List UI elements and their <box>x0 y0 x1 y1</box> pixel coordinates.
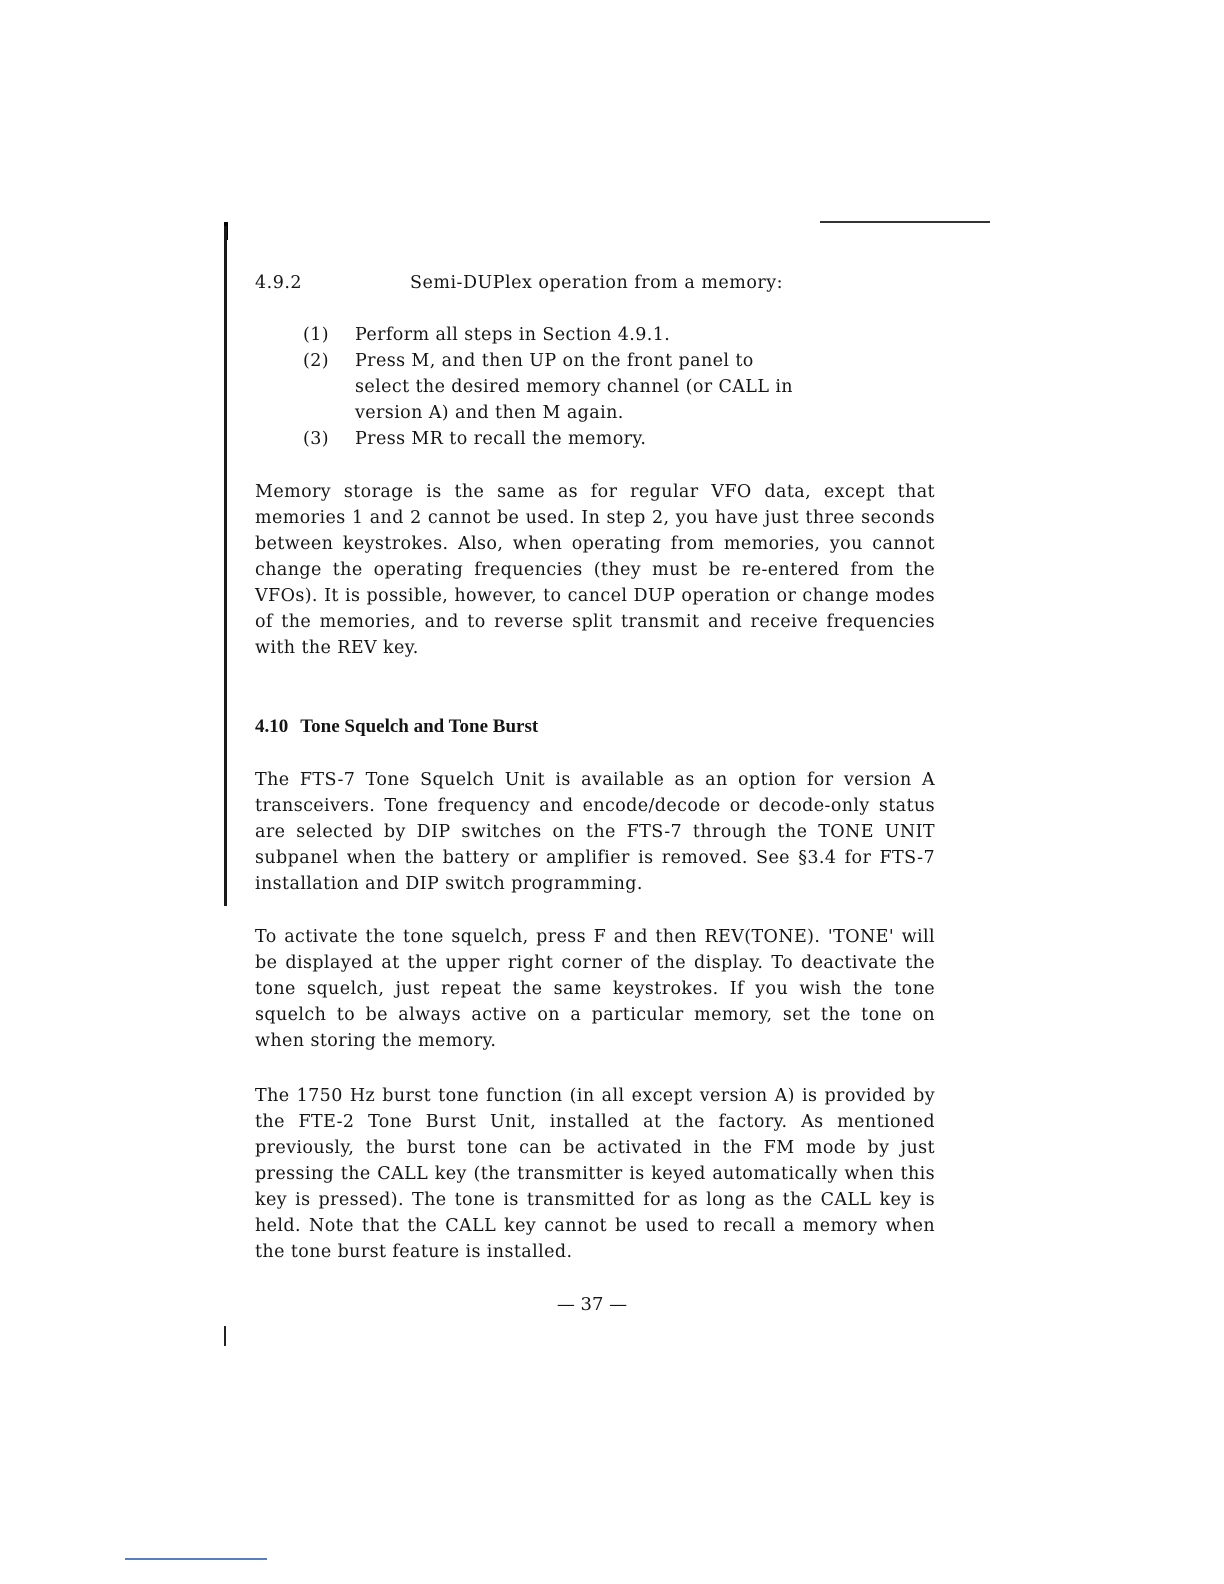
step-number: (1) <box>303 325 329 345</box>
scan-margin-tick <box>224 1326 226 1346</box>
list-item <box>303 426 863 452</box>
step-text: Perform all steps in Section 4.9.1. <box>355 325 671 345</box>
step-number: (3) <box>303 429 329 449</box>
step-number: (2) <box>303 351 329 371</box>
steps-list <box>303 322 863 452</box>
step-text: Press MR to recall the memory. <box>355 429 647 449</box>
section-number: 4.9.2 <box>255 273 303 293</box>
activate-tone-squelch-paragraph: To activate the tone squelch, press F and then REV(TONE). 'TONE' will be displayed at the upper right corner of the display. To deactivate the tone squelch, just repeat the same keystrokes. If you wish the tone squelch to be always active on a particular memory, set the tone on when storing the memory. <box>255 927 935 1051</box>
tone-squelch-unit-paragraph: The FTS-7 Tone Squelch Unit is available as an option for version A transceivers. Tone frequency and encode/decode or decode-only status are selected by DIP switches on the FTS-7 through the TONE UNIT subpanel when the battery or amplifier is removed. See §3.4 for FTS-7 installation and DIP switch programming. <box>255 770 935 894</box>
section-title: Semi-DUPlex operation from a memory: <box>410 273 784 293</box>
section-heading-4-9-2 <box>255 270 783 296</box>
memory-storage-paragraph: Memory storage is the same as for regular VFO data, except that memories 1 and 2 cannot be used. In step 2, you have just three seconds between keystrokes. Also, when operating from memories, you cannot change the operating frequencies (they must be re-entered from the VFOs). It is possible, however, to cancel DUP operation or change modes of the memories, and to reverse split transmit and receive frequencies with the REV key. <box>255 482 935 658</box>
section-heading-4-10 <box>255 714 538 740</box>
page-number: — 37 — <box>556 1294 628 1315</box>
top-rule <box>820 221 990 223</box>
list-item <box>303 322 863 348</box>
section-title: Tone Squelch and Tone Burst <box>300 716 539 737</box>
bottom-rule <box>125 1558 267 1560</box>
scan-margin-line <box>224 226 227 906</box>
section-number: 4.10 <box>255 716 289 737</box>
burst-tone-paragraph: The 1750 Hz burst tone function (in all except version A) is provided by the FTE-2 Tone Burst Unit, installed at the factory. As mentioned previously, the burst tone can be activated in the FM mode by just pressing the CALL key (the transmitter is keyed automatically when this key is pressed). The tone is transmitted for as long as the CALL key is held. Note that the CALL key cannot be used to recall a memory when the tone burst feature is installed. <box>255 1086 935 1262</box>
list-item <box>303 348 863 426</box>
step-text: Press M, and then UP on the front panel to select the desired memory channel (or CALL in version A) and then M again. <box>355 351 793 423</box>
